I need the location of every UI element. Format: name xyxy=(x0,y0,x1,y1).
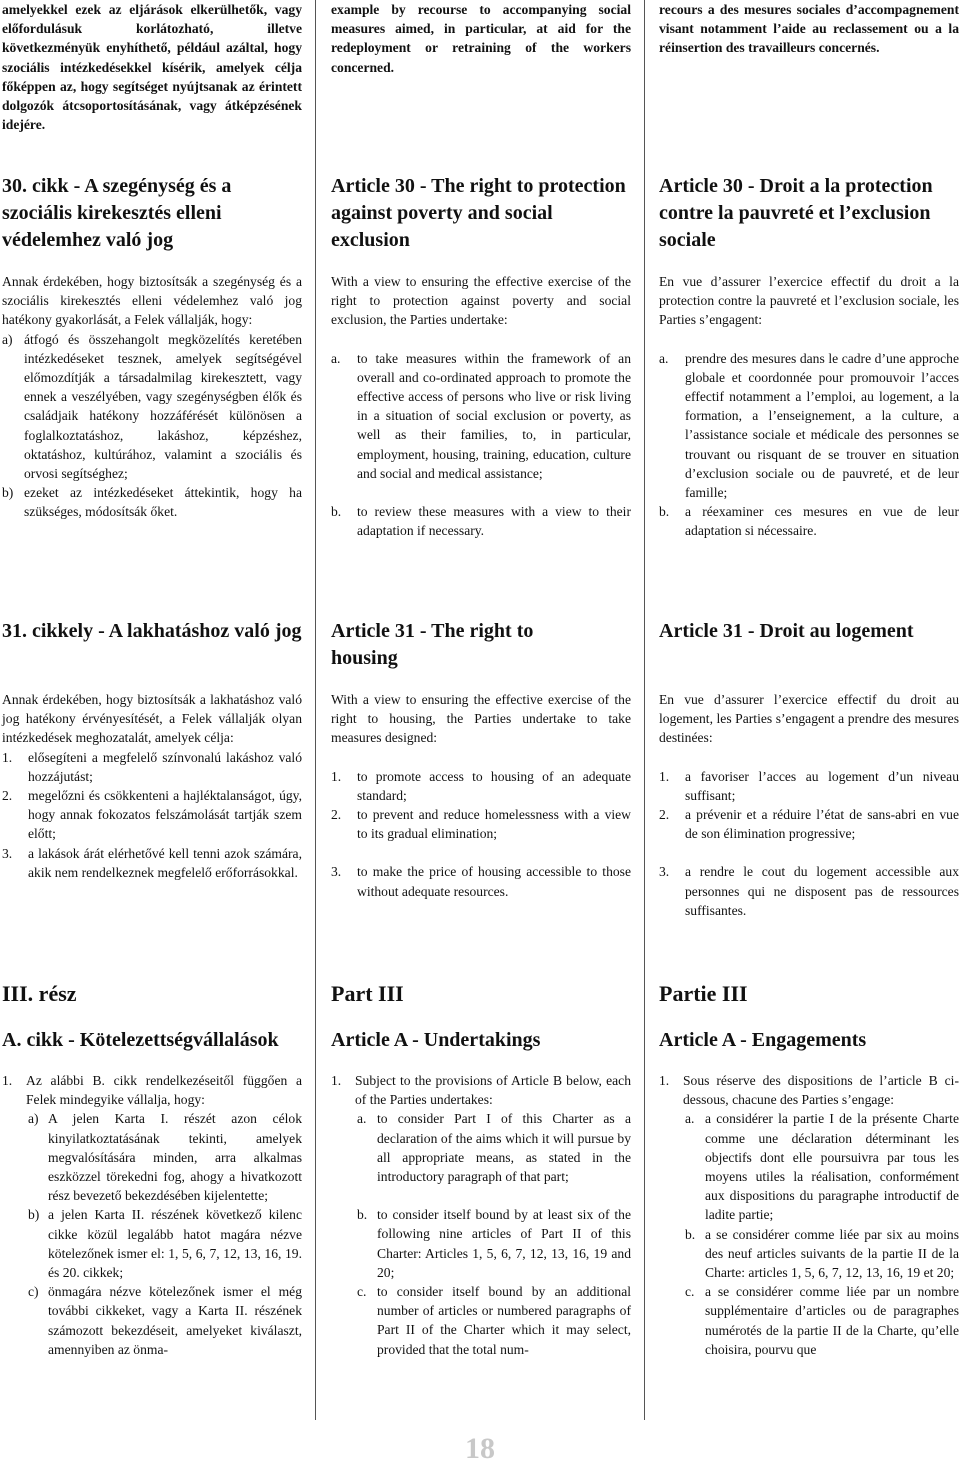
en-article-31-intro: With a view to ensuring the effective exercise of the right to housing, the Parties undertake to take measures designed: xyxy=(331,692,631,746)
fr-part-3 xyxy=(659,980,959,1359)
hu-article-31-intro: Annak érdekében, hogy biztosítsák a lakhatáshoz való jog hatékony érvényesítését, a Felek vállalják olyan intézkedések meghozatalát, amelyek célja: xyxy=(2,692,302,746)
hu-article-30-title: 30. cikk - A szegénység és a szociális kirekesztés elleni védelemhez való jog xyxy=(2,175,232,251)
list-item: b) ezeket az intézkedéseket áttekintik, hogy ha szükséges, módosítsák őket. xyxy=(2,485,302,520)
hu-article-31-body xyxy=(2,690,302,882)
list-item: 1. Subject to the provisions of Article B below, each of the Parties undertakes: xyxy=(331,1073,631,1108)
sub-item: b. to consider itself bound by at least six of the following nine articles of Part II of this Charter: Articles 1, 5, 6, 7, 12, 13, 16, 19 and 20; xyxy=(357,1207,631,1280)
en-part-3 xyxy=(331,980,631,1359)
sub-item: c. a se considérer comme liée par un nombre supplémentaire d’articles ou de paragraphes numérotés de la partie II de la Charte, qu’elle choisira, pourvu que xyxy=(685,1284,959,1357)
hu-part-title: III. rész xyxy=(2,981,77,1006)
sub-item: a. a considérer la partie I de la présente Charte comme une déclaration déterminant les objectifs dont elle poursuivra par tous les moyens utiles la réalisation, conformément aux dispositions du paragraphe introductif de ladite partie; xyxy=(685,1111,959,1223)
fr-article-a-title: Article A - Engagements xyxy=(659,1029,867,1051)
sub-item: b. a se considérer comme liée par six au moins des neuf articles suivants de la partie II de la Charte: articles 1, 5, 6, 7, 12, 13, 16, 19 et 20; xyxy=(685,1226,959,1281)
list-item: a) átfogó és összehangolt megközelítés keretében intézkedéseket tesznek, amelyek segítségével előmozdítják a társadalmilag kirekesztett, vagy ennek a veszélyében, vagy szegénységben élők és családjaik hatékony hozzáférését különösen a foglalkoztatáshoz, lakáshoz, képzéshez, oktatáshoz, kultúrához, valamint a szociális és orvosi segítséghez; xyxy=(2,331,302,482)
fr-article-31-intro: En vue d’assurer l’exercice effectif du droit au logement, les Parties s’engagent a prendre des mesures destinées: xyxy=(659,692,959,746)
fr-article-31 xyxy=(659,618,959,645)
sub-item: c. to consider itself bound by an additional number of articles or numbered paragraphs of Part II of the Charter which it may select, provided that the total num- xyxy=(357,1284,631,1357)
list-item: 1. elősegíteni a megfelelő színvonalú lakáshoz való hozzájutást; xyxy=(2,749,302,784)
hu-article-31 xyxy=(2,618,302,645)
en-article-30 xyxy=(331,173,631,254)
hu-continuation-text: amelyekkel ezek az eljárások elkerülhetők, vagy előfordulásuk korlátozható, illetve következményük enyhíthető, például azáltal, hogy szociális intézkedésekkel kísérik, amelyek célja főképpen az, hogy segítséget nyújtsanak az érintett dolgozók átcsoportosításának, vagy átképzésének idejére. xyxy=(2,2,302,133)
column-divider-right xyxy=(644,0,645,1420)
list-item: 1. a favoriser l’acces au logement d’un niveau suffisant; xyxy=(659,768,959,803)
list-item: b. to review these measures with a view to their adaptation if necessary. xyxy=(331,504,631,539)
list-item: b. a réexaminer ces mesures en vue de leur adaptation si nécessaire. xyxy=(659,504,959,539)
page-number: 18 xyxy=(465,1432,495,1465)
hu-article-31-title: 31. cikkely - A lakhatáshoz való jog xyxy=(2,620,302,642)
en-article-30-title: Article 30 - The right to protection against poverty and social exclusion xyxy=(331,175,626,251)
sub-item: c) önmagára nézve kötelezőnek ismer el még további cikkeket, vagy a Karta II. részének számozott bekezdéseit, amelyeket kiválaszt, amennyiben az önma- xyxy=(28,1284,302,1357)
list-item: 1. Az alábbi B. cikk rendelkezéseitől függően a Felek mindegyike vállalja, hogy: xyxy=(2,1073,302,1108)
list-item: 3. a lakások árát elérhetővé kell tenni azok számára, akik nem rendelkeznek megfelelő erőforrásokkal. xyxy=(2,845,302,880)
list-item: 2. a prévenir et a réduire l’état de sans-abri en vue de son élimination progressive; xyxy=(659,807,959,842)
fr-article-30 xyxy=(659,173,959,254)
column-divider-left xyxy=(315,0,316,1420)
en-article-31-body xyxy=(331,690,631,901)
fr-article-30-intro: En vue d’assurer l’exercice effectif du droit a la protection contre la pauvreté et l’exclusion sociale, les Parties s’engagent: xyxy=(659,274,959,328)
en-article-a-title: Article A - Undertakings xyxy=(331,1029,541,1051)
en-continuation-text: example by recourse to accompanying social measures aimed, in particular, at aid for the redeployment or retraining of the workers concerned. xyxy=(331,2,631,75)
list-item: a. prendre des mesures dans le cadre d’une approche globale et coordonnée pour promouvoir l’acces effectif notamment a l’emploi, au logement, a la formation, a l’enseignement, a la culture, a l’assistance sociale et médicale des personnes se trouvant ou risquant de se trouver en situation d’exclusion sociale ou de pauvreté, et de leur famille; xyxy=(659,350,959,501)
list-item: 1. to promote access to housing of an adequate standard; xyxy=(331,768,631,803)
en-article-30-intro: With a view to ensuring the effective exercise of the right to protection against poverty and social exclusion, the Parties undertake: xyxy=(331,274,631,328)
list-item: 3. to make the price of housing accessible to those without adequate resources. xyxy=(331,864,631,899)
fr-article-30-title: Article 30 - Droit a la protection contre la pauvreté et l’exclusion sociale xyxy=(659,175,933,251)
sub-item: a) A jelen Karta I. részét azon célok kinyilatkoztatásának tekinti, amelyek megvalósítására minden, arra alkalmas eszközzel törekedni fog, ahogy a hivatkozott rész bevezető bekezdésében kijelentette; xyxy=(28,1111,302,1204)
hu-part-3 xyxy=(2,980,302,1359)
list-item: a. to take measures within the framework of an overall and co-ordinated approach to promote the effective access of persons who live or risk living in a situation of social exclusion or poverty, as well as their families, to, in particular, employment, housing, training, education, culture and social and medical assistance; xyxy=(331,350,631,481)
fr-article-30-body xyxy=(659,272,959,541)
en-article-30-body xyxy=(331,272,631,540)
list-item: 1. Sous réserve des dispositions de l’article B ci-dessous, chacune des Parties s’engage: xyxy=(659,1073,959,1108)
en-article-31 xyxy=(331,618,631,672)
sub-item: b) a jelen Karta II. részének következő kilenc cikke közül legalább hatot magára nézve kötelezőnek ismer el: 1, 5, 6, 7, 12, 13, 16, 19. és 20. cikkek; xyxy=(28,1207,302,1281)
hu-article-a-title: A. cikk - Kötelezettségvállalások xyxy=(2,1029,279,1051)
sub-item: a. to consider Part I of this Charter as a declaration of the aims which it will pursue by all appropriate means, as stated in the introductory paragraph of that part; xyxy=(357,1111,631,1185)
hu-article-30 xyxy=(2,173,302,254)
fr-article-31-title: Article 31 - Droit au logement xyxy=(659,620,914,642)
list-item: 2. to prevent and reduce homelessness with a view to its gradual elimination; xyxy=(331,807,631,842)
fr-continuation-text: recours a des mesures sociales d’accompagnement visant notamment l’aide au reclassement ou a la réinsertion des travailleurs concernés. xyxy=(659,2,959,56)
en-article-31-title: Article 31 - The right to housing xyxy=(331,620,534,669)
fr-part-title: Partie III xyxy=(659,981,748,1006)
list-item: 2. megelőzni és csökkenteni a hajléktalanságot, úgy, hogy annak fokozatos felszámolását tartják szem előtt; xyxy=(2,788,302,842)
en-part-title: Part III xyxy=(331,981,404,1006)
hu-article-30-intro: Annak érdekében, hogy biztosítsák a szegénység és a szociális kirekesztés elleni védelemhez való jog hatékony gyakorlását, a Felek vállalják, hogy: xyxy=(2,274,302,328)
hu-article-30-body xyxy=(2,272,302,522)
list-item: 3. a rendre le cout du logement accessible aux personnes qui ne disposent pas de ressources suffisantes. xyxy=(659,864,959,918)
fr-article-31-body xyxy=(659,690,959,920)
